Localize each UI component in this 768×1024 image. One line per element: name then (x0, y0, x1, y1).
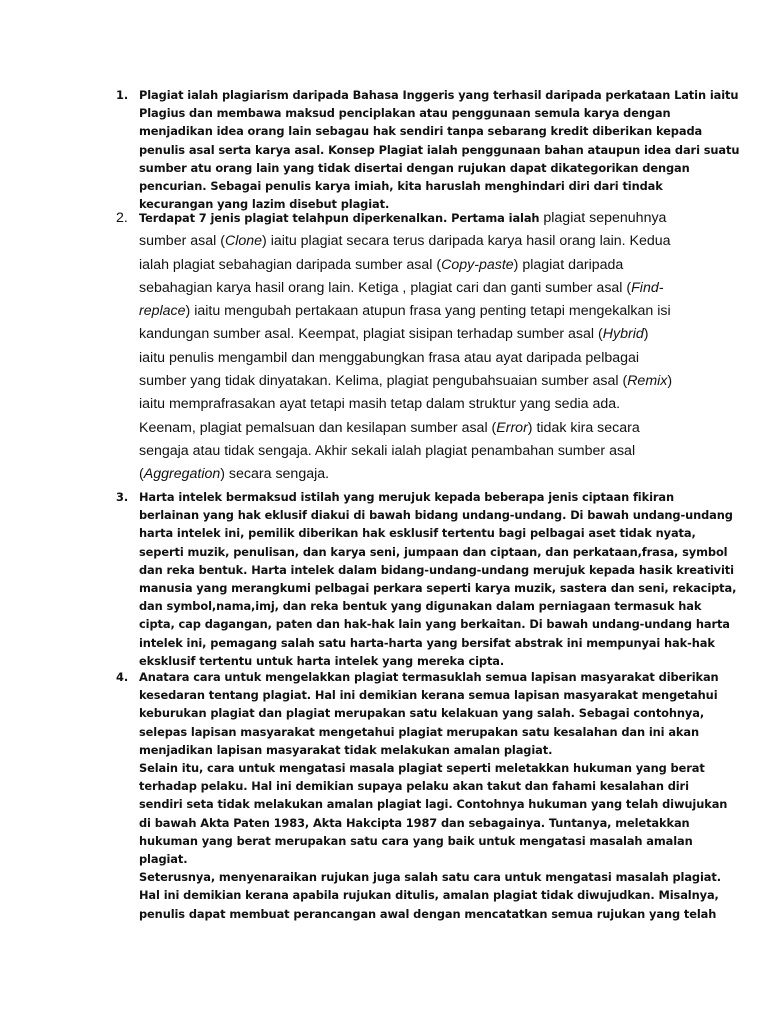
text-line: selepas lapisan masyarakat mengetahui plagiat merupakan satu kesalahan dan ini akan (139, 724, 699, 739)
italic-term: Remix (627, 373, 668, 390)
text-line: berlainan yang hak eklusif diakui di bawah bidang undang-undang. Di bawah undang-undang (139, 508, 733, 523)
text-run: ) plagiat daripada (513, 256, 624, 273)
text-run: ) iaitu plagiat secara terus daripada karya hasil orang lain. Kedua (262, 233, 671, 250)
text-line: manusia yang merangkumi pelbagai perkara seperti karya muzik, sastera dan seni, rekacipta, (139, 581, 737, 596)
text-line: sengaja atau tidak sengaja. Akhir sekali ialah plagiat penambahan sumber asal (139, 442, 636, 459)
text-run: ) secara sengaja. (220, 466, 330, 483)
italic-term: Find- (631, 279, 664, 296)
text-line: harta intelek ini, pemilik diberikan hak esklusif tertentu bagi pelbagai aset tidak nyata, (139, 526, 696, 541)
text-line: iaitu penulis mengambil dan menggabungkan frasa atau ayat daripada pelbagai (139, 349, 640, 366)
text-line: intelek ini, pemagang salah satu harta-harta yang bersifat abstrak ini mempunyai hak-hak (139, 635, 715, 650)
text-line: Plagius dan membawa maksud penciplakan atau penggunaan semula karya dengan (139, 106, 671, 121)
text-run: sumber yang tidak dinyatakan. Kelima, plagiat pengubahsuaian sumber asal ( (139, 373, 628, 390)
list-number: 4. (116, 670, 129, 684)
text-line (139, 277, 691, 300)
text-line (139, 300, 691, 323)
list-number: 3. (116, 490, 129, 504)
text-line (139, 230, 691, 253)
text-run: sebahagian karya hasil orang lain. Ketiga , plagiat cari dan ganti sumber asal ( (139, 279, 632, 296)
text-run: ialah plagiat sebahagian daripada sumber asal ( (139, 256, 442, 273)
paragraph-plagiat-types (139, 207, 691, 487)
text-line (139, 323, 691, 346)
text-line: terhadap pelaku. Hal ini demikian supaya pelaku akan takut dan fahami kesalahan diri (139, 779, 689, 794)
text-line: plagiat. (139, 852, 188, 867)
italic-term: Clone (224, 233, 263, 250)
list-number: 2. (116, 210, 128, 226)
text-line: dan reka bentuk. Harta intelek dalam bidang-undang-undang merujuk kepada hasik kreativiti (139, 562, 734, 577)
text-line: Harta intelek bermaksud istilah yang merujuk kepada beberapa jenis ciptaan fikiran (139, 490, 674, 504)
text-line: iaitu memprafrasakan ayat tetapi masih tetap dalam struktur yang sedia ada. (139, 396, 621, 413)
text-line (139, 207, 691, 230)
text-run: ( (139, 466, 144, 483)
text-line: menjadikan lapisan masyarakat tidak melakukan amalan plagiat. (139, 742, 553, 757)
text-run: Keenam, plagiat pemalsuan dan kesilapan sumber asal ( (139, 419, 497, 436)
text-line: kecurangan yang lazim disebut plagiat. (139, 197, 390, 212)
text-line: hukuman yang berat merupakan satu cara yang baik untuk mengatasi masalah amalan (139, 833, 693, 848)
text-line: menjadikan idea orang lain sebagau hak sendiri tanpa sebarang kredit diberikan kepada (139, 124, 703, 139)
text-line (139, 370, 691, 393)
text-line: Anatara cara untuk mengelakkan plagiat termasuklah semua lapisan masyarakat diberikan (139, 670, 719, 684)
text-run: ) tidak kira secara (527, 419, 640, 436)
text-line (139, 254, 691, 277)
text-line (139, 463, 691, 486)
text-line: eksklusif tertentu untuk harta intelek yang mereka cipta. (139, 653, 505, 668)
italic-term: Copy-paste (441, 256, 514, 273)
text-line: penulis dapat membuat perancangan awal dengan mencatatkan semua rujukan yang telah (139, 906, 717, 921)
text-run: ) (643, 326, 649, 343)
italic-term: Error (496, 419, 528, 436)
text-run: kandungan sumber asal. Keempat, plagiat sisipan terhadap sumber asal ( (139, 326, 603, 343)
text-run: ) (667, 373, 673, 390)
text-line: seperti muzik, penulisan, dan karya seni, jumpaan dan ciptaan, dan perkataan,frasa, symbol (139, 544, 728, 559)
text-line: sumber atu orang lain yang tidak disertai dengan rujukan dapat dikategorikan dengan (139, 160, 690, 175)
text-line: kesedaran tentang plagiat. Hal ini demikian kerana semua lapisan masyarakat mengetahui (139, 688, 718, 703)
text-line: Selain itu, cara untuk mengatasi masala plagiat seperti meletakkan hukuman yang berat (139, 761, 705, 776)
text-line: di bawah Akta Paten 1983, Akta Hakcipta 1987 dan sebagainya. Tuntanya, meletakkan (139, 815, 690, 830)
text-run: sumber asal ( (139, 233, 225, 250)
italic-term: replace (139, 303, 186, 320)
text-line: Hal ini demikian kerana apabila rujukan ditulis, amalan plagiat tidak diwujudkan. Misalnya, (139, 888, 719, 903)
text-run: plagiat sepenuhnya (539, 210, 667, 226)
paragraph-plagiat-definition (139, 86, 740, 213)
text-line: dan symbol,nama,imj, dan reka bentuk yang digunakan dalam perniagaan termasuk hak (139, 599, 702, 614)
italic-term: Aggregation (143, 466, 221, 483)
text-line: Seterusnya, menyenaraikan rujukan juga salah satu cara untuk mengatasi masalah plagiat. (139, 870, 721, 885)
list-number: 1. (116, 88, 129, 102)
text-line: cipta, cap dagangan, paten dan hak-hak lain yang berkaitan. Di bawah undang-undang harta (139, 617, 730, 632)
text-line: keburukan plagiat dan plagiat merupakan satu kelakuan yang salah. Sebagai contohnya, (139, 706, 705, 721)
text-run: ) iaitu mengubah pertakaan atupun frasa yang penting tetapi mengekalkan isi (185, 303, 671, 320)
paragraph-harta-intelek (139, 488, 737, 670)
paragraph-cara-mengelak-plagiat (139, 668, 728, 923)
text-line (139, 417, 691, 440)
text-line: Plagiat ialah plagiarism daripada Bahasa Inggeris yang terhasil daripada perkataan Latin iaitu (139, 88, 739, 102)
text-line: penulis asal serta karya asal. Konsep Plagiat ialah penggunaan bahan ataupun idea dari suatu (139, 142, 740, 157)
text-line: pencurian. Sebagai penulis karya imiah, kita haruslah menghindari diri dari tindak (139, 179, 663, 194)
italic-term: Hybrid (602, 326, 644, 343)
text-line: sendiri seta tidak melakukan amalan plagiat lagi. Contohnya hukuman yang telah diwujukan (139, 797, 728, 812)
lead-text: Terdapat 7 jenis plagiat telahpun diperkenalkan. Pertama ialah (139, 211, 540, 225)
